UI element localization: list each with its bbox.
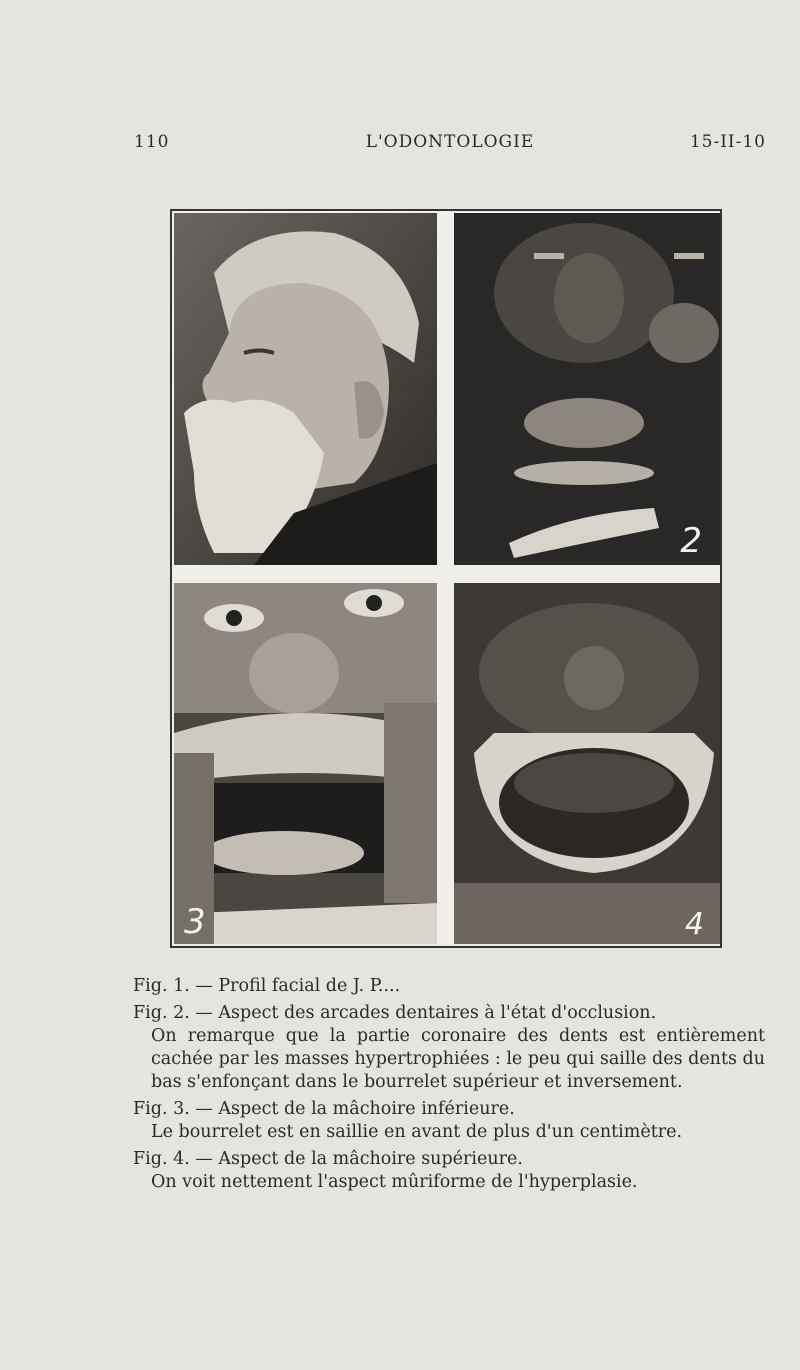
page-number: 110 bbox=[134, 132, 170, 152]
caption-note: Le bourrelet est en saillie en avant de plus d'un centimètre. bbox=[151, 1122, 683, 1142]
caption-fig-1 bbox=[133, 975, 765, 998]
figure-4-upper-jaw-photo bbox=[454, 583, 720, 944]
caption-note: On remarque que la partie coronaire des dents est entièrement cachée par les masses hypertrophiées : le peu qui saille des dents du bas s'enfonçant dans le bourrelet supérieur et inversement. bbox=[151, 1026, 765, 1092]
caption-note: On voit nettement l'aspect mûriforme de l'hyperplasie. bbox=[151, 1172, 638, 1192]
figure-3-lower-jaw-photo bbox=[174, 583, 437, 944]
figure-captions bbox=[133, 975, 765, 1196]
photo-plate bbox=[170, 209, 722, 948]
caption-title: Fig. 3. — Aspect de la mâchoire inférieure. bbox=[133, 1099, 515, 1119]
caption-title: Fig. 4. — Aspect de la mâchoire supérieure. bbox=[133, 1149, 523, 1169]
journal-title: L'ODONTOLOGIE bbox=[365, 132, 535, 152]
caption-fig-2 bbox=[133, 1002, 765, 1094]
figure-2-occlusion-photo bbox=[454, 213, 720, 565]
issue-date: 15-II-10 bbox=[689, 132, 766, 152]
figure-number-4: 4 bbox=[684, 907, 704, 942]
caption-title: Fig. 2. — Aspect des arcades dentaires à l'état d'occlusion. bbox=[133, 1003, 657, 1023]
figure-1-profile-photo bbox=[174, 213, 437, 565]
caption-fig-3 bbox=[133, 1098, 765, 1144]
running-head bbox=[134, 132, 766, 156]
caption-title: Fig. 1. — Profil facial de J. P.... bbox=[133, 976, 401, 996]
figure-number-2: 2 bbox=[680, 521, 702, 561]
figure-number-3: 3 bbox=[184, 902, 206, 942]
caption-fig-4 bbox=[133, 1148, 765, 1194]
